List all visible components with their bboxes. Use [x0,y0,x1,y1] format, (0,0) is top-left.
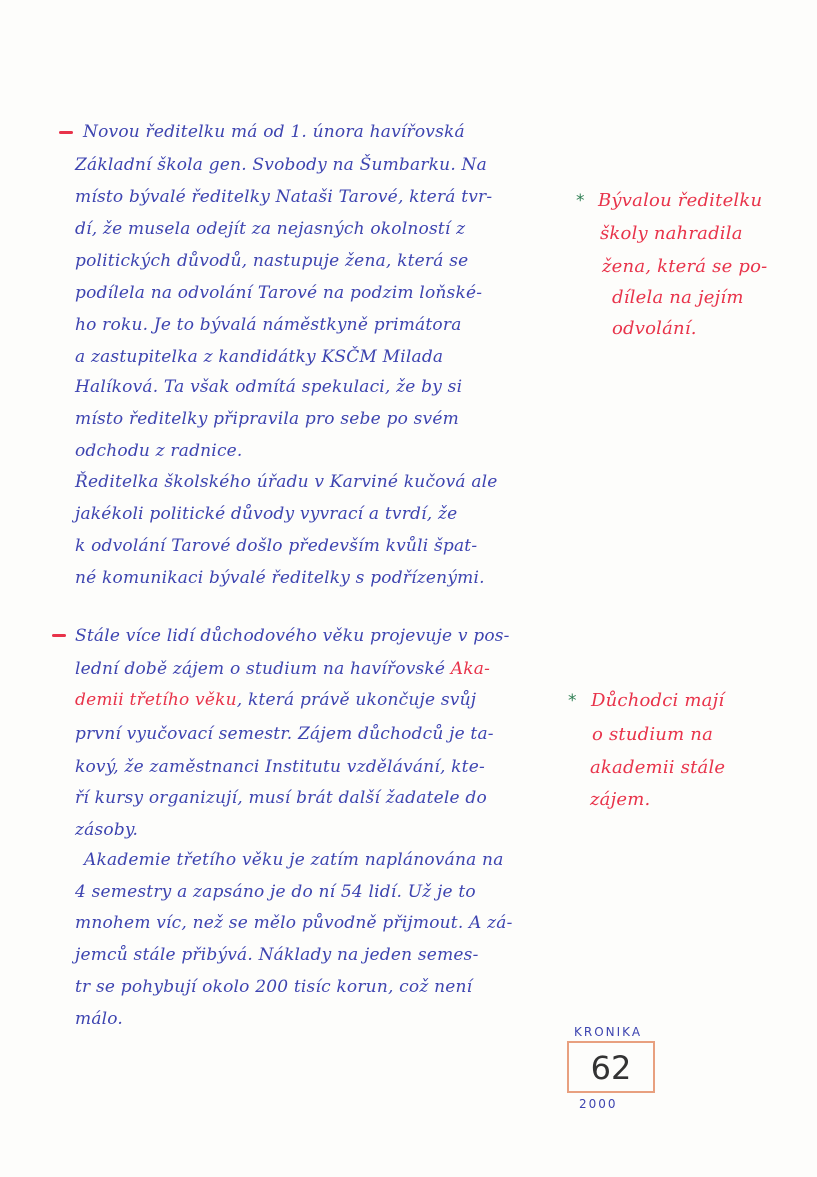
note1-line: Novou ředitelku má od 1. února havířovská [83,122,465,142]
note1-line: né komunikaci bývalé ředitelky s podřízenými. [75,568,485,588]
academy-name-highlight: demii třetího věku [75,690,237,710]
note2-side-line: Důchodci mají [591,690,725,711]
note1-line: Halíková. Ta však odmítá spekulaci, že by si [75,377,463,397]
note1-line: a zastupitelka z kandidátky KSČM Milada [75,347,444,367]
note2-side-line: akademii stále [590,757,726,778]
note1-line: ho roku. Je to bývalá náměstkyně primátora [75,315,462,335]
note2-line: Akademie třetího věku je zatím naplánována na [84,850,504,870]
note2-side-line: o studium na [592,724,714,745]
note1-line: k odvolání Tarové došlo především kvůli špat- [75,536,478,556]
note1-line: dí, že musela odejít za nejasných okolností z [75,219,466,239]
note1-line: jakékoli politické důvody vyvrací a tvrdí, že [75,504,458,524]
note1-line: Základní škola gen. Svobody na Šumbarku. Na [75,155,487,175]
note2-line3-text: , která právě ukončuje svůj [236,690,477,710]
note2-line: 4 semestry a zapsáno je do ní 54 lidí. Už je to [75,882,476,902]
note2-line: ří kursy organizují, musí brát další žadatele do [75,788,487,808]
note1-side-line: dílela na jejím [612,287,744,308]
red-dash-bullet [52,634,66,637]
note2-side-line: zájem. [590,789,651,810]
note2-line: tr se pohybují okolo 200 tisíc korun, což není [75,977,473,997]
note1-side-line: školy nahradila [600,223,743,244]
note2-line [75,661,490,678]
note2-line: jemců stále přibývá. Náklady na jeden semes- [75,945,479,965]
note2-line: kový, že zaměstnanci Institutu vzdělávání, kte- [75,757,485,777]
note1-line: politických důvodů, nastupuje žena, která se [75,251,469,271]
note1-side-line: žena, která se po- [602,256,768,277]
note1-side-line: odvolání. [612,318,697,339]
note2-line: málo. [75,1009,124,1029]
note2-line2-text: lední době zájem o studium na havířovské [75,659,451,679]
note2-line [75,692,476,709]
note2-line: Stále více lidí důchodového věku projevuje v pos- [75,626,510,646]
note1-line: podílela na odvolání Tarové na podzim loňské- [75,283,483,303]
page-number-stamp [567,1041,655,1093]
page-number: 62 [590,1049,632,1087]
note2-line: zásoby. [75,820,139,840]
stamp-year: 2000 [579,1097,618,1111]
note1-line: místo ředitelky připravila pro sebe po svém [75,409,459,429]
note1-line: Ředitelka školského úřadu v Karviné kučová ale [75,472,498,492]
note1-line: místo bývalé ředitelky Nataši Tarové, která tvr- [75,187,493,207]
red-dash-bullet [59,131,73,134]
note2-line: mnohem víc, než se mělo původně přijmout. A zá- [75,913,513,933]
note1-line: odchodu z radnice. [75,441,243,461]
note1-side-line: Bývalou ředitelku [598,190,763,211]
asterisk-mark: * [568,691,577,711]
note2-line: první vyučovací semestr. Zájem důchodců je ta- [75,724,494,744]
academy-name-highlight: Aka- [450,659,491,679]
stamp-title: KRONIKA [574,1025,643,1039]
asterisk-mark: * [576,191,585,211]
